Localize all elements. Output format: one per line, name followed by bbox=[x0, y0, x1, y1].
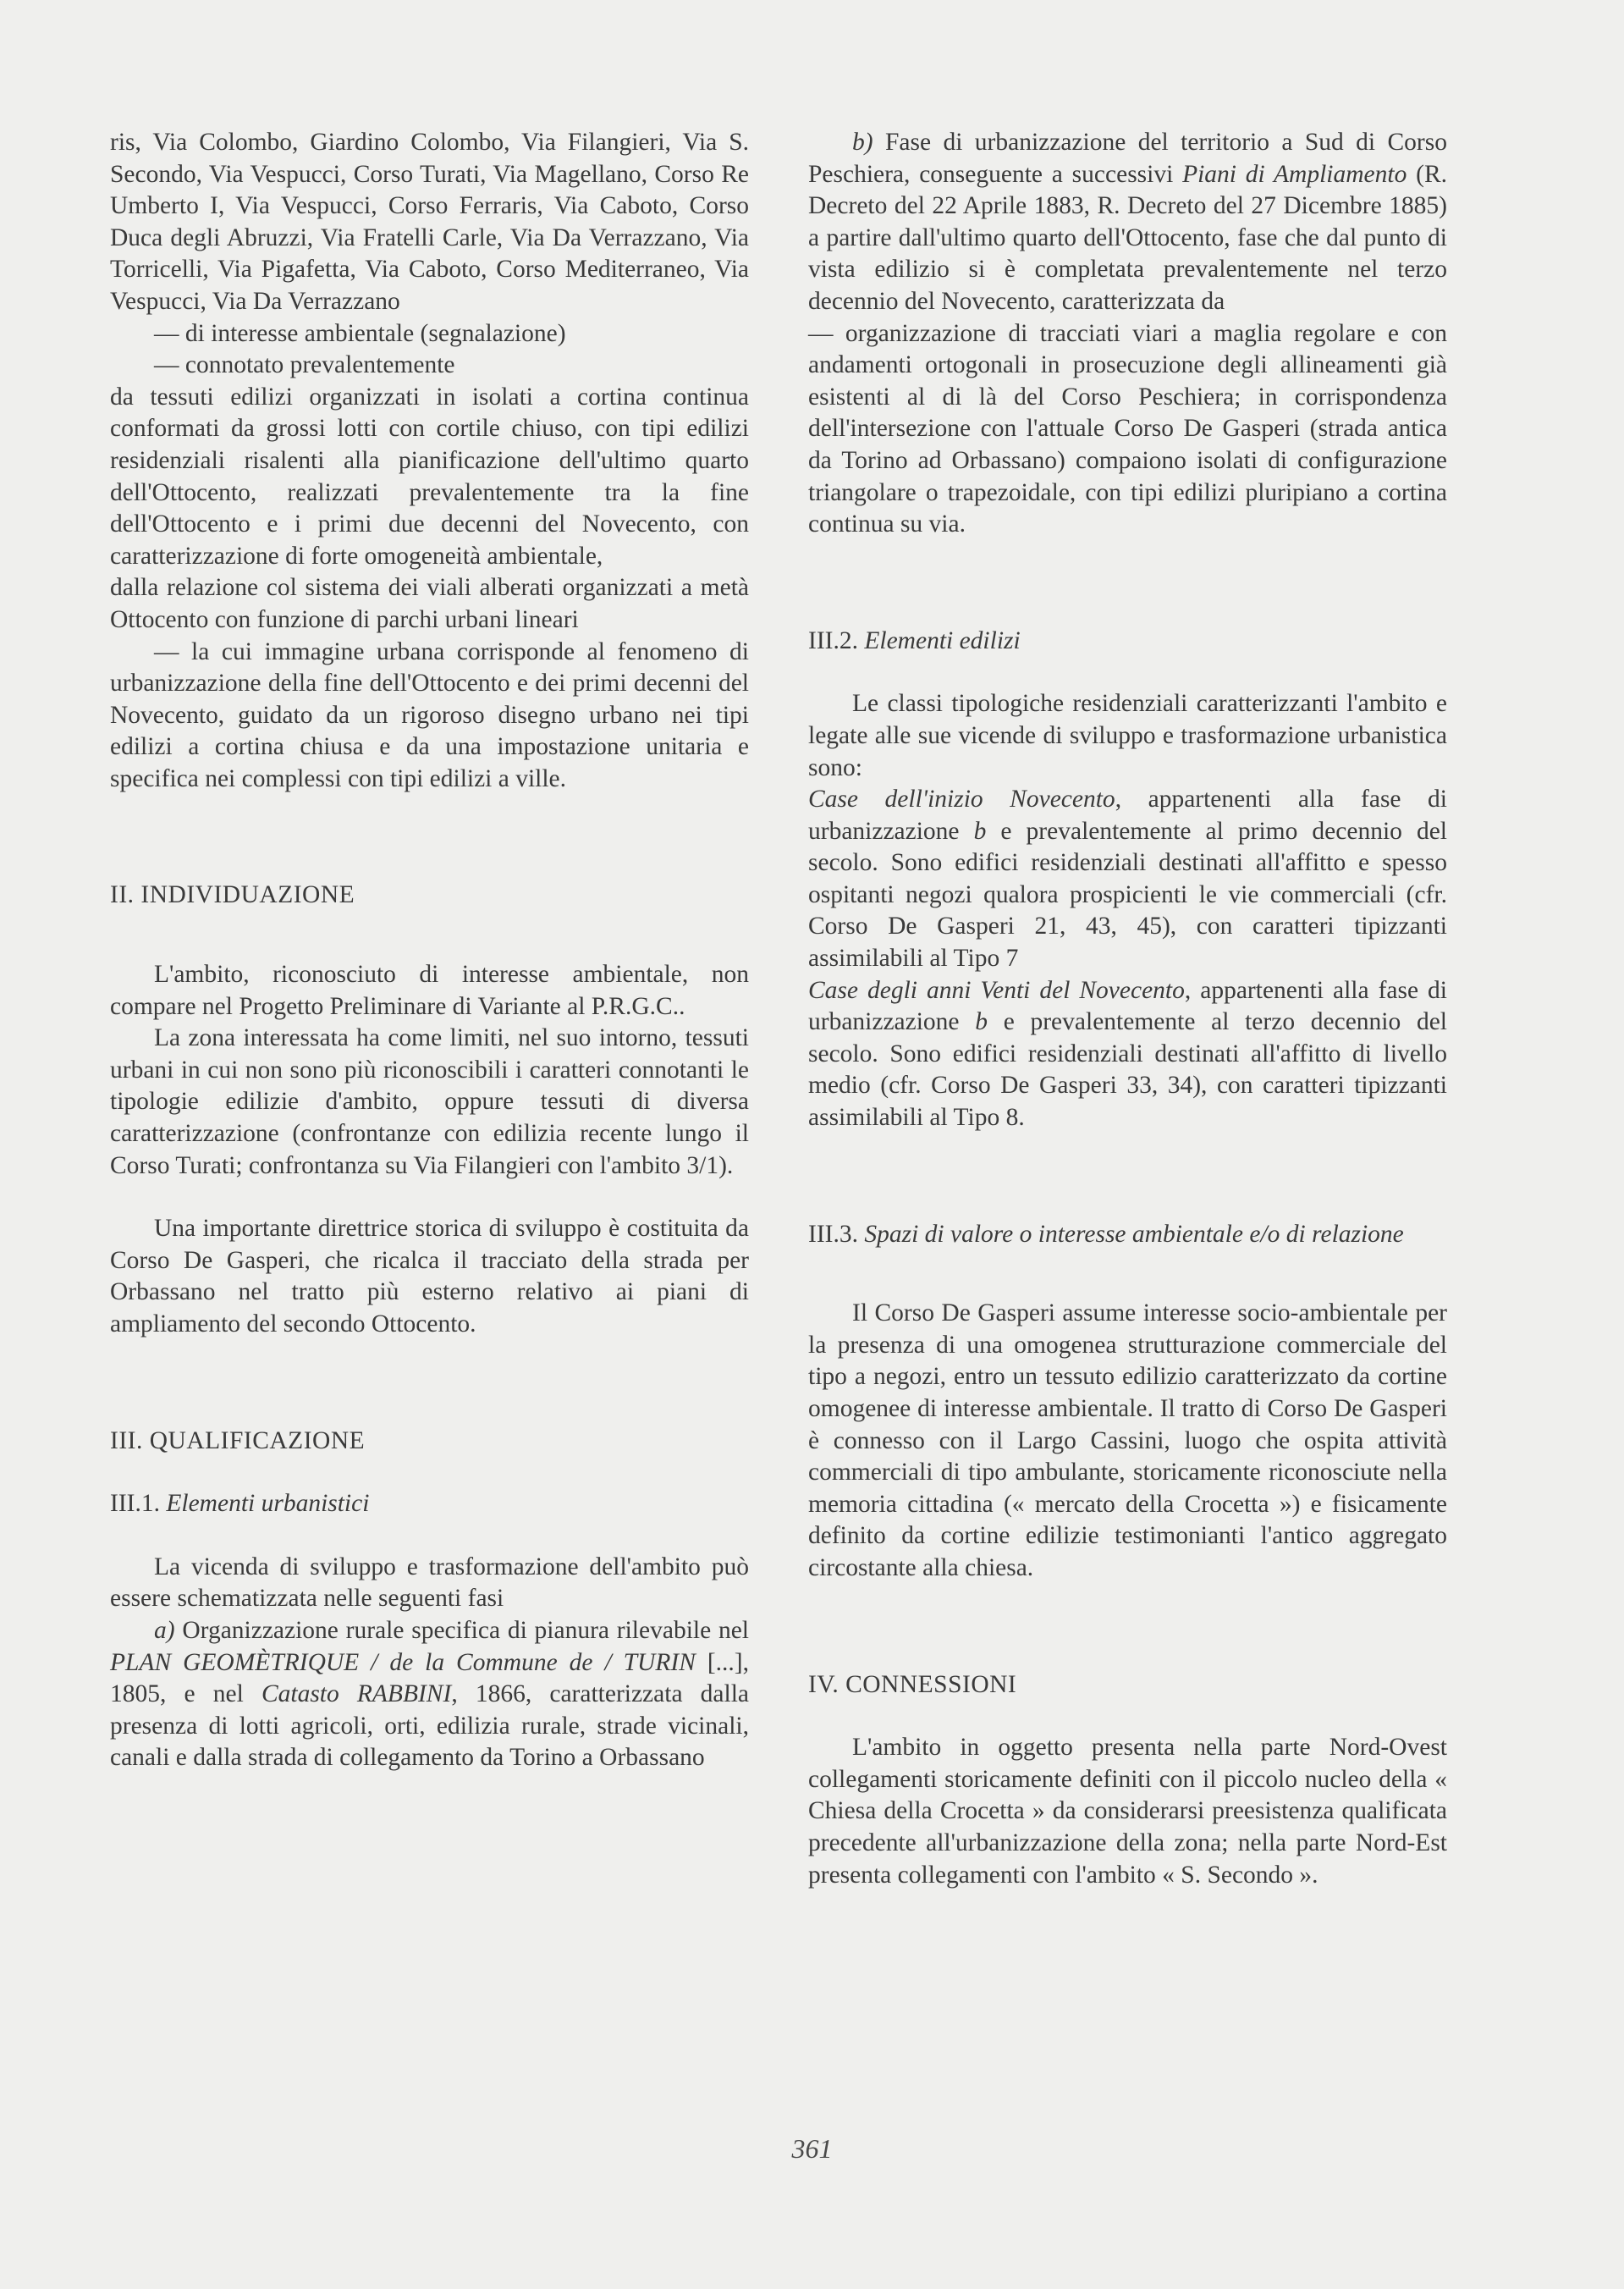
subsection-title: Elementi edilizi bbox=[864, 626, 1021, 654]
subsection-heading-iii3 bbox=[808, 1219, 1447, 1251]
building-type-paragraph bbox=[808, 975, 1447, 1134]
body-paragraph: L'ambito in oggetto presenta nella parte Nord-Ovest collegamenti storicamente definiti con il piccolo nucleo della « Chiesa della Crocetta » da considerarsi preesistenza qualificata precedente all'urbanizzazione della zona; nella parte Nord-Est presenta collegamenti con l'ambito « S. Secondo ». bbox=[808, 1734, 1447, 1889]
dash-item-interest: — di interesse ambientale (segnalazione) bbox=[154, 319, 566, 347]
text-run: [...], 1805, e nel bbox=[110, 1648, 749, 1708]
subsection-title: Spazi di valore o interesse ambientale e/o di relazione bbox=[864, 1220, 1404, 1248]
subsection-number: III.2. bbox=[808, 626, 858, 654]
subsection-title: Elementi urbanistici bbox=[166, 1490, 370, 1518]
dash-item-urban-image: — la cui immagine urbana corrisponde al fenomeno di urbanizzazione della fine dell'Ottocento e dei primi decenni del Novecento, guidato da un rigoroso disegno urbano nei tipi edilizi a cortina chiusa e da una impostazione unitaria e specifica nei complessi con tipi edilizi a ville. bbox=[110, 637, 749, 792]
right-column bbox=[808, 127, 1447, 1891]
dash-item-road-layout: — organizzazione di tracciati viari a maglia regolare e con andamenti ortogonali in prosecuzione degli allineamenti già esistenti al di là del Corso Peschiera; in corrispondenza dell'intersezione con l'attuale Corso De Gasperi (strada antica da Torino ad Orbassano) compaiono isolati di configurazione triangolare o trapezoidale, con tipi edilizi pluripiano a cortina continua su via. bbox=[808, 319, 1447, 538]
building-type-paragraph bbox=[808, 784, 1447, 975]
body-paragraph: Il Corso De Gasperi assume interesse socio-ambientale per la presenza di una omogenea strutturazione commerciale del tipo a negozi, entro un tessuto edilizio caratterizzato da cortine omogenee di interesse ambientale. Il tratto di Corso De Gasperi è connesso con il Largo Cassini, luogo che ospita attività commerciali di tipo ambulante, storicamente riconosciute nella memoria cittadina (« mercato della Crocetta ») e fisicamente definito da cortine edilizie testimonianti l'antico aggregato circostante alla chiesa. bbox=[808, 1299, 1447, 1581]
section-heading-qualificazione: III. QUALIFICAZIONE bbox=[110, 1426, 366, 1454]
phase-ref: b bbox=[973, 817, 987, 845]
page-number: 361 bbox=[791, 2133, 833, 2164]
phase-b-paragraph bbox=[808, 127, 1447, 318]
text-run: e prevalentemente al primo decennio del secolo. Sono edifici residenziali destinati all'affitto e spesso ospitanti negozi qualora prospicienti le vie commerciali (cfr. Corso De Gasperi 21, 43, 45), con caratteri tipizzanti assimilabili al Tipo 7 bbox=[808, 817, 1447, 973]
citation-title: Catasto RABBINI bbox=[261, 1680, 452, 1708]
body-paragraph: Le classi tipologiche residenziali caratterizzanti l'ambito e legate alle sue vicende di sviluppo e trasformazione urbanistica sono: bbox=[808, 690, 1447, 781]
phase-label: a) bbox=[154, 1616, 175, 1644]
body-paragraph: da tessuti edilizi organizzati in isolati a cortina continua conformati da grossi lotti con cortile chiuso, con tipi edilizi residenziali risalenti alla pianificazione dell'ultimo quarto dell'Ottocento, realizzati prevalentemente tra la fine dell'Ottocento e i primi due decenni del Novecento, con caratterizzazione di forte omogeneità ambientale, bbox=[110, 383, 749, 570]
body-paragraph: dalla relazione col sistema dei viali alberati organizzati a metà Ottocento con funzione di parchi urbani lineari bbox=[110, 574, 749, 633]
subsection-number: III.1. bbox=[110, 1490, 160, 1518]
street-list-paragraph: ris, Via Colombo, Giardino Colombo, Via Filangieri, Via S. Secondo, Via Vespucci, Corso Turati, Via Magellano, Corso Re Umberto I, Via Vespucci, Corso Ferraris, Via Caboto, Corso Duca degli Abruzzi, Via Fratelli Carle, Via Da Verrazzano, Via Torricelli, Via Pigafetta, Via Caboto, Corso Mediterraneo, Via Vespucci, Via Da Verrazzano bbox=[110, 129, 749, 315]
subsection-number: III.3. bbox=[808, 1220, 858, 1248]
type-title: Case degli anni Venti del Novecento bbox=[808, 976, 1185, 1004]
dash-item-connotation: — connotato prevalentemente bbox=[154, 351, 455, 379]
citation-title: PLAN GEOMÈTRIQUE / de la Commune de / TURIN bbox=[110, 1648, 696, 1676]
text-run: (R. Decreto del 22 Aprile 1883, R. Decreto del 27 Dicembre 1885) a partire dall'ultimo quarto dell'Ottocento, fase che dal punto di vista edilizio si è completata prevalentemente nel terzo decennio del Novecento, caratterizzata da bbox=[808, 160, 1447, 315]
left-column bbox=[110, 127, 749, 1774]
subsection-heading-iii2 bbox=[808, 626, 1447, 658]
phase-a-paragraph bbox=[110, 1615, 749, 1774]
body-paragraph: La zona interessata ha come limiti, nel suo intorno, tessuti urbani in cui non sono più riconoscibili i caratteri connotanti le tipologie edilizie d'ambito, oppure tessuti di diversa caratterizzazione (confrontanze con edilizia recente lungo il Corso Turati; confrontanza su Via Filangieri con l'ambito 3/1). bbox=[110, 1024, 749, 1179]
body-paragraph: L'ambito, riconosciuto di interesse ambientale, non compare nel Progetto Preliminare di Variante al P.R.G.C.. bbox=[110, 961, 749, 1020]
subsection-heading-iii1 bbox=[110, 1488, 749, 1520]
type-title: Case dell'inizio Novecento bbox=[808, 786, 1115, 814]
text-run: , appartenenti alla fase di urbanizzazione bbox=[808, 786, 1447, 845]
section-heading-connessioni: IV. CONNESSIONI bbox=[808, 1670, 1017, 1698]
citation-title: Piani di Ampliamento bbox=[1182, 160, 1407, 188]
section-heading-individuazione: II. INDIVIDUAZIONE bbox=[110, 881, 355, 909]
text-run: Fase di urbanizzazione del territorio a Sud di Corso Peschiera, conseguente a successivi bbox=[808, 129, 1447, 188]
body-paragraph: Una importante direttrice storica di sviluppo è costituita da Corso De Gasperi, che ricalca il tracciato della strada per Orbassano nel tratto più esterno relativo ai piani di ampliamento del secondo Ottocento. bbox=[110, 1215, 749, 1338]
text-run: , appartenenti alla fase di urbanizzazione bbox=[808, 976, 1447, 1036]
text-run: e prevalentemente al terzo decennio del secolo. Sono edifici residenziali destinati all'affitto di livello medio (cfr. Corso De Gasperi 33, 34), con caratteri tipizzanti assimilabili al Tipo 8. bbox=[808, 1008, 1447, 1132]
text-run: Organizzazione rurale specifica di pianura rilevabile nel bbox=[174, 1616, 749, 1644]
body-paragraph: La vicenda di sviluppo e trasformazione dell'ambito può essere schematizzata nelle seguenti fasi bbox=[110, 1553, 749, 1613]
phase-label: b) bbox=[852, 129, 873, 156]
text-run: , 1866, caratterizzata dalla presenza di lotti agricoli, orti, edilizia rurale, strade vicinali, canali e dalla strada di collegamento da Torino a Orbassano bbox=[110, 1680, 750, 1772]
phase-ref: b bbox=[975, 1008, 988, 1036]
